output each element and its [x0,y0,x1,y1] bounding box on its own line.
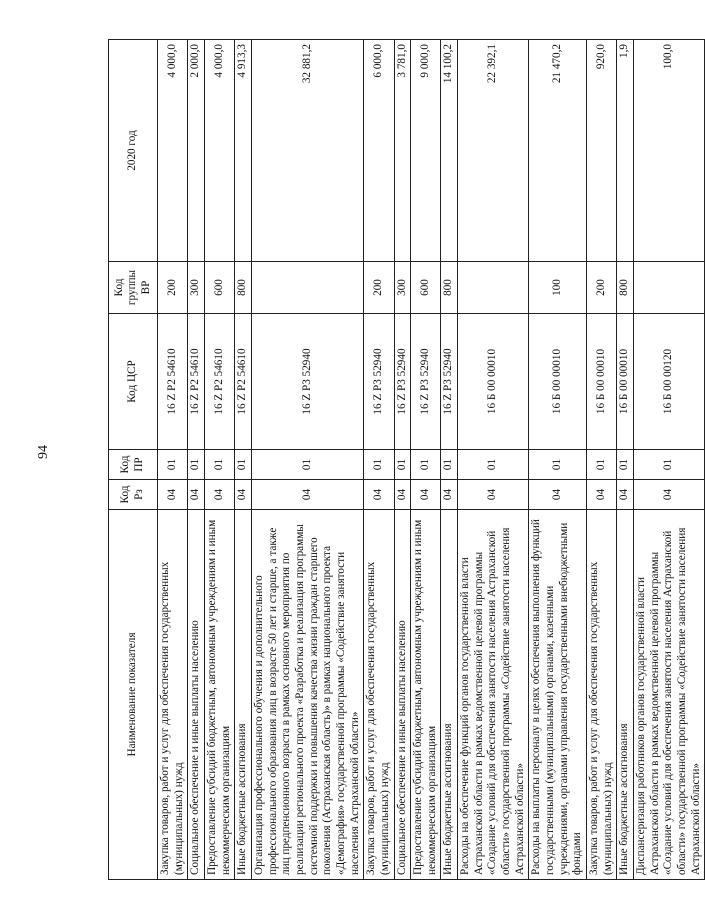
row-pr: 01 [204,450,234,480]
row-rz: 04 [529,480,587,510]
header-name: Наименование показателя [109,510,158,880]
row-rz: 04 [188,480,205,510]
row-csr: 16 Б 00 00010 [617,314,634,450]
row-rz: 04 [617,480,634,510]
row-pr: 01 [458,450,529,480]
row-rz: 04 [394,480,411,510]
row-pr: 01 [394,450,411,480]
row-pr: 01 [158,450,188,480]
row-rz: 04 [634,480,705,510]
row-csr: 16 Z P2 54610 [204,314,234,450]
table-row [251,40,363,880]
row-csr: 16 Б 00 00010 [529,314,587,450]
row-rz: 04 [158,480,188,510]
row-pr: 01 [188,450,205,480]
row-pr: 01 [251,450,363,480]
row-csr: 16 Б 00 00120 [634,314,705,450]
rotated-table-wrapper [108,40,702,880]
row-name: Закупка товаров, работ и услуг для обеспечения государственных (муниципальных) нужд [364,510,394,880]
row-rz: 04 [411,480,441,510]
row-name: Предоставление субсидий бюджетным, автономным учреждениям и иным некоммерческим организациям [411,510,441,880]
row-csr: 16 Z P3 52940 [364,314,394,450]
table-row [158,40,188,880]
page-number: 94 [36,445,51,459]
row-csr: 16 Z P3 52940 [411,314,441,450]
row-vr: 300 [188,262,205,314]
table-row [394,40,411,880]
row-rz: 04 [364,480,394,510]
row-rz: 04 [235,480,252,510]
row-vr: 100 [529,262,587,314]
row-pr: 01 [364,450,394,480]
table-row [204,40,234,880]
row-vr: 800 [617,262,634,314]
header-vr: Код группы ВР [109,262,158,314]
row-amount: 100,0 [634,40,705,262]
row-vr: 600 [411,262,441,314]
row-csr: 16 Z P2 54610 [158,314,188,450]
header-pr: Код ПР [109,450,158,480]
table-row [441,40,458,880]
row-csr: 16 Z P3 52940 [251,314,363,450]
row-csr: 16 Z P2 54610 [188,314,205,450]
row-rz: 04 [587,480,617,510]
row-rz: 04 [441,480,458,510]
row-rz: 04 [204,480,234,510]
table-row [364,40,394,880]
header-amount: 2020 год [109,40,158,262]
row-name: Закупка товаров, работ и услуг для обеспечения государственных (муниципальных) нужд [158,510,188,880]
row-amount: 4 000,0 [158,40,188,262]
header-rz: Код Рз [109,480,158,510]
budget-table [108,39,705,880]
row-amount: 14 100,2 [441,40,458,262]
row-pr: 01 [529,450,587,480]
row-csr: 16 Б 00 00010 [458,314,529,450]
row-amount: 2 000,0 [188,40,205,262]
row-name: Социальное обеспечение и иные выплаты населению [188,510,205,880]
row-vr [634,262,705,314]
row-vr: 200 [364,262,394,314]
row-amount: 1,9 [617,40,634,262]
row-vr: 800 [235,262,252,314]
row-amount: 9 000,0 [411,40,441,262]
row-vr: 200 [587,262,617,314]
row-csr: 16 Б 00 00010 [587,314,617,450]
row-name: Организация профессионального обучения и дополнительного профессионального образования лиц в возрасте 50 лет и старше, а также лиц предпенсионного возраста в рамках основного мероприятия по реализации регионального проекта «Разработка и реализация программы системной поддержки и повышения качества жизни граждан старшего поколения (Астраханская область)» в рамках национального проекта «Демография» государственной программы «Содействие занятости населения Астраханской области» [251,510,363,880]
row-pr: 01 [441,450,458,480]
row-pr: 01 [587,450,617,480]
row-csr: 16 Z P3 52940 [441,314,458,450]
row-vr [251,262,363,314]
row-csr: 16 Z P2 54610 [235,314,252,450]
row-vr: 300 [394,262,411,314]
table-row [235,40,252,880]
table-row [617,40,634,880]
row-pr: 01 [617,450,634,480]
table-header-row [109,40,158,880]
row-amount: 3 781,0 [394,40,411,262]
table-row [411,40,441,880]
table-row [634,40,705,880]
row-csr: 16 Z P3 52940 [394,314,411,450]
table-row [529,40,587,880]
row-amount: 920,0 [587,40,617,262]
table-row [188,40,205,880]
row-amount: 4 913,3 [235,40,252,262]
row-vr: 800 [441,262,458,314]
row-pr: 01 [634,450,705,480]
row-vr: 200 [158,262,188,314]
row-amount: 22 392,1 [458,40,529,262]
document-page [108,40,702,880]
row-rz: 04 [458,480,529,510]
row-amount: 32 881,2 [251,40,363,262]
row-amount: 21 470,2 [529,40,587,262]
row-pr: 01 [235,450,252,480]
row-name: Расходы на обеспечение функций органов государственной власти Астраханской области в рамках ведомственной целевой программы «Создание условий для обеспечения занятости населения Астраханской области» государственной программы «Содействие занятости населения Астраханской области» [458,510,529,880]
row-name: Иные бюджетные ассигнования [235,510,252,880]
header-csr: Код ЦСР [109,314,158,450]
row-pr: 01 [411,450,441,480]
table-row [458,40,529,880]
row-name: Диспансеризация работников органов государственной власти Астраханской области в рамках ведомственной целевой программы «Создание условий для обеспечения занятости населения Астраханской области» государственной программы «Содействие занятости населения Астраханской области» [634,510,705,880]
row-name: Расходы на выплаты персоналу в целях обеспечения выполнения функций государственными (муниципальными) органами, казенными учреждениями, органами управления государственными внебюджетными фондами [529,510,587,880]
table-row [587,40,617,880]
row-name: Иные бюджетные ассигнования [441,510,458,880]
row-amount: 6 000,0 [364,40,394,262]
row-vr [458,262,529,314]
row-name: Предоставление субсидий бюджетным, автономным учреждениям и иным некоммерческим организациям [204,510,234,880]
row-name: Закупка товаров, работ и услуг для обеспечения государственных (муниципальных) нужд [587,510,617,880]
row-rz: 04 [251,480,363,510]
row-vr: 600 [204,262,234,314]
row-name: Социальное обеспечение и иные выплаты населению [394,510,411,880]
row-name: Иные бюджетные ассигнования [617,510,634,880]
row-amount: 4 000,0 [204,40,234,262]
